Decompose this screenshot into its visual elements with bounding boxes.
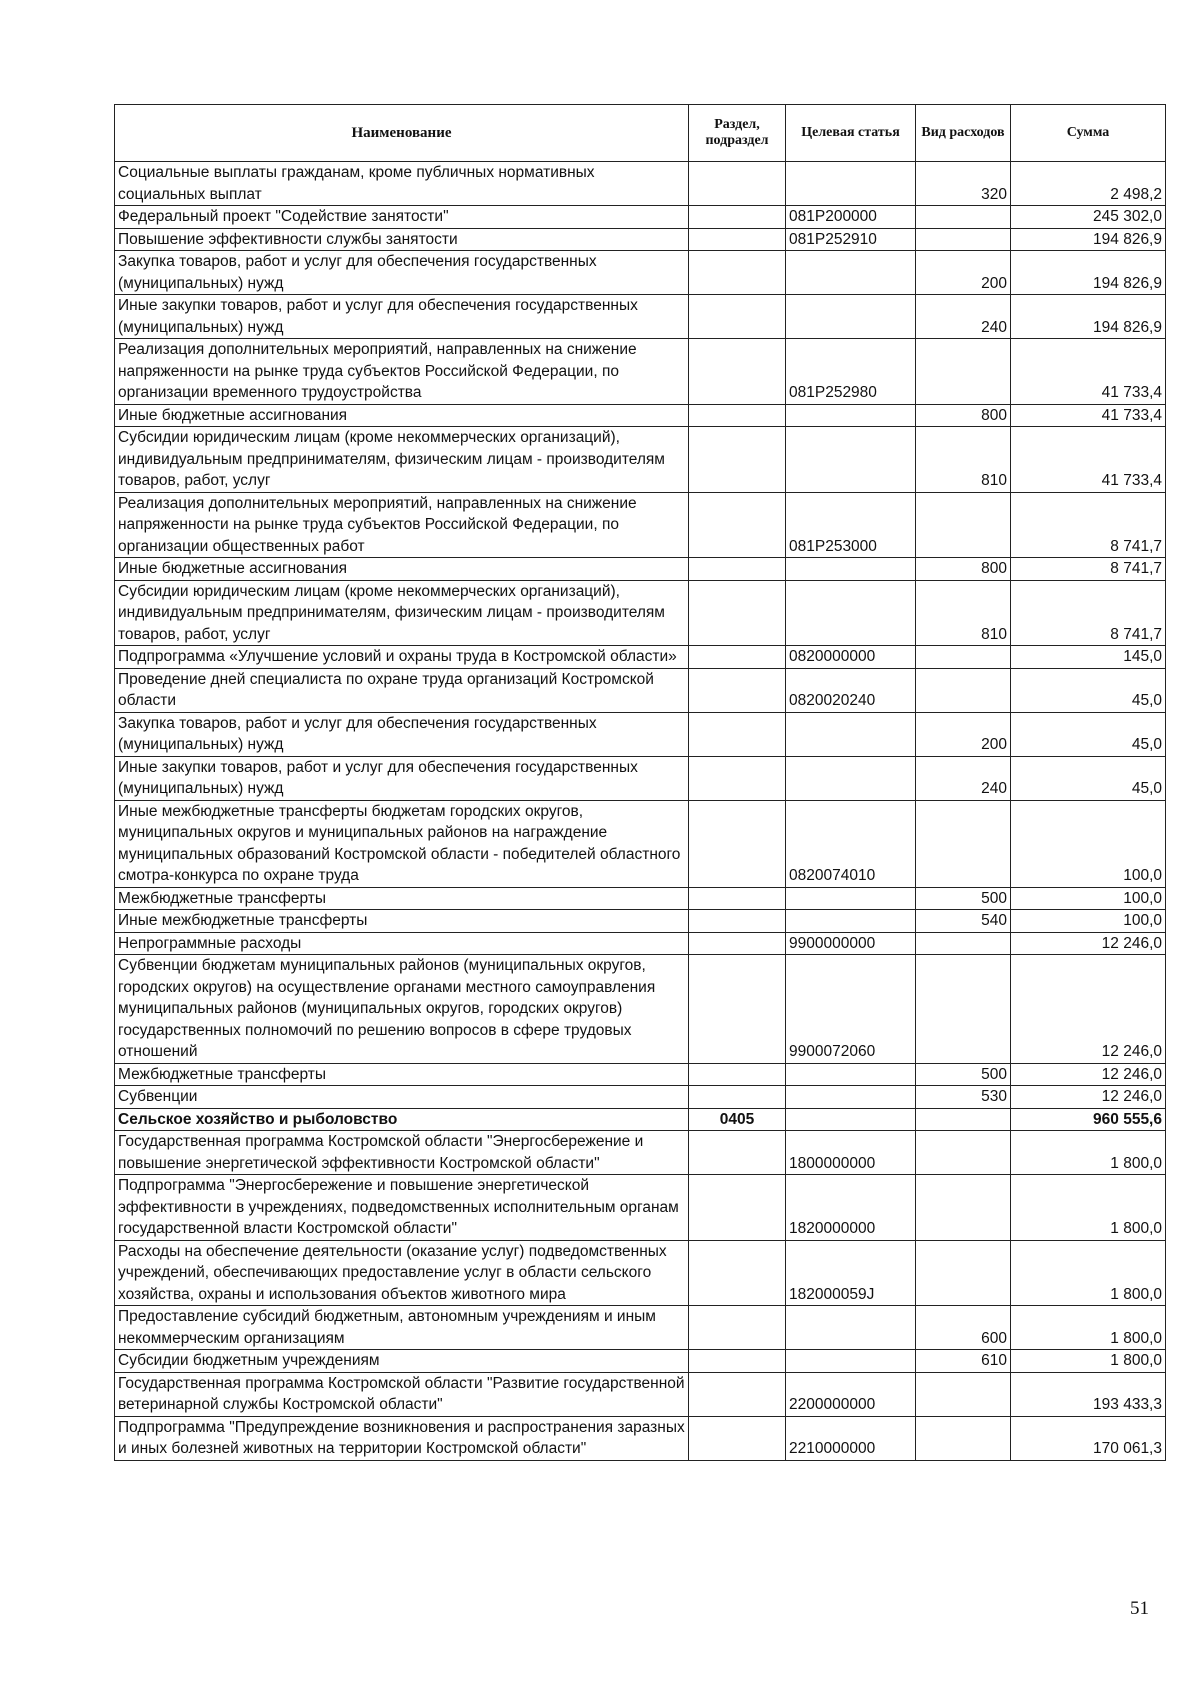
table-row	[115, 295, 1166, 339]
row-target-cell	[786, 1063, 916, 1086]
row-amount-cell: 194 826,9	[1011, 251, 1166, 295]
row-target-cell	[786, 1350, 916, 1373]
row-name-cell: Иные бюджетные ассигнования	[115, 404, 689, 427]
row-name-cell: Субсидии юридическим лицам (кроме некоммерческих организаций), индивидуальным предпринимателям, физическим лицам - производителям товаров, работ, услуг	[115, 580, 689, 646]
row-target-cell: 9900000000	[786, 932, 916, 955]
row-amount-cell: 2 498,2	[1011, 162, 1166, 206]
row-name-cell: Субвенции бюджетам муниципальных районов (муниципальных округов, городских округов) на осуществление органами местного самоуправления муниципальных районов (муниципальных округов, городских округов) государственных полномочий по решению вопросов в сфере трудовых отношений	[115, 955, 689, 1064]
row-expense-type-cell	[916, 1240, 1011, 1306]
row-amount-cell: 194 826,9	[1011, 295, 1166, 339]
row-amount-cell: 1 800,0	[1011, 1350, 1166, 1373]
row-amount-cell: 170 061,3	[1011, 1416, 1166, 1460]
row-amount-cell: 194 826,9	[1011, 228, 1166, 251]
row-target-cell	[786, 404, 916, 427]
row-expense-type-cell: 810	[916, 580, 1011, 646]
table-row	[115, 887, 1166, 910]
row-name-cell: Проведение дней специалиста по охране труда организаций Костромской области	[115, 668, 689, 712]
row-target-cell	[786, 295, 916, 339]
row-amount-cell: 1 800,0	[1011, 1131, 1166, 1175]
row-name-cell: Сельское хозяйство и рыболовство	[115, 1108, 689, 1131]
table-body	[115, 162, 1166, 1461]
row-expense-type-cell	[916, 1416, 1011, 1460]
row-amount-cell: 41 733,4	[1011, 427, 1166, 493]
row-name-cell: Иные межбюджетные трансферты бюджетам городских округов, муниципальных округов и муниципальных районов на награждение муниципальных образований Костромской области - победителей областного смотра-конкурса по охране труда	[115, 800, 689, 887]
row-name-cell: Подпрограмма «Улучшение условий и охраны труда в Костромской области»	[115, 646, 689, 669]
row-section-cell	[689, 404, 786, 427]
table-header-row	[115, 105, 1166, 162]
table-row	[115, 558, 1166, 581]
row-section-cell	[689, 1372, 786, 1416]
row-target-cell: 081P252910	[786, 228, 916, 251]
row-target-cell: 0820074010	[786, 800, 916, 887]
row-name-cell: Реализация дополнительных мероприятий, направленных на снижение напряженности на рынке труда субъектов Российской Федерации, по организации временного трудоустройства	[115, 339, 689, 405]
row-target-cell	[786, 427, 916, 493]
row-target-cell: 081P200000	[786, 206, 916, 229]
row-expense-type-cell	[916, 228, 1011, 251]
header-expense-type: Вид расходов	[916, 105, 1011, 162]
row-expense-type-cell	[916, 955, 1011, 1064]
row-section-cell	[689, 339, 786, 405]
row-name-cell: Подпрограмма "Энергосбережение и повышение энергетической эффективности в учреждениях, подведомственных исполнительным органам государственной власти Костромской области"	[115, 1175, 689, 1241]
row-expense-type-cell: 800	[916, 404, 1011, 427]
row-name-cell: Иные межбюджетные трансферты	[115, 910, 689, 933]
row-section-cell	[689, 1350, 786, 1373]
row-expense-type-cell: 810	[916, 427, 1011, 493]
row-expense-type-cell	[916, 339, 1011, 405]
table-row	[115, 404, 1166, 427]
row-expense-type-cell	[916, 1372, 1011, 1416]
row-expense-type-cell: 500	[916, 1063, 1011, 1086]
row-target-cell: 1800000000	[786, 1131, 916, 1175]
row-target-cell	[786, 712, 916, 756]
row-name-cell: Подпрограмма "Предупреждение возникновения и распространения заразных и иных болезней животных на территории Костромской области"	[115, 1416, 689, 1460]
row-target-cell: 1820000000	[786, 1175, 916, 1241]
row-amount-cell: 8 741,7	[1011, 558, 1166, 581]
row-target-cell	[786, 910, 916, 933]
table-row	[115, 1086, 1166, 1109]
row-target-cell	[786, 1108, 916, 1131]
row-section-cell	[689, 756, 786, 800]
row-expense-type-cell: 530	[916, 1086, 1011, 1109]
row-target-cell: 9900072060	[786, 955, 916, 1064]
row-expense-type-cell: 200	[916, 251, 1011, 295]
row-expense-type-cell	[916, 800, 1011, 887]
row-amount-cell: 45,0	[1011, 756, 1166, 800]
row-section-cell	[689, 932, 786, 955]
row-name-cell: Повышение эффективности службы занятости	[115, 228, 689, 251]
table-row	[115, 251, 1166, 295]
row-expense-type-cell: 200	[916, 712, 1011, 756]
row-name-cell: Иные закупки товаров, работ и услуг для обеспечения государственных (муниципальных) нужд	[115, 756, 689, 800]
row-section-cell	[689, 668, 786, 712]
row-amount-cell: 145,0	[1011, 646, 1166, 669]
row-expense-type-cell: 500	[916, 887, 1011, 910]
row-amount-cell: 100,0	[1011, 800, 1166, 887]
table-row	[115, 1372, 1166, 1416]
row-expense-type-cell	[916, 932, 1011, 955]
row-target-cell	[786, 580, 916, 646]
row-name-cell: Субсидии юридическим лицам (кроме некоммерческих организаций), индивидуальным предпринимателям, физическим лицам - производителям товаров, работ, услуг	[115, 427, 689, 493]
row-name-cell: Государственная программа Костромской области "Энергосбережение и повышение энергетической эффективности Костромской области"	[115, 1131, 689, 1175]
row-section-cell	[689, 162, 786, 206]
row-name-cell: Расходы на обеспечение деятельности (оказание услуг) подведомственных учреждений, обеспечивающих предоставление услуг в области сельского хозяйства, охраны и использования объектов животного мира	[115, 1240, 689, 1306]
table-row	[115, 668, 1166, 712]
table-row	[115, 646, 1166, 669]
table-row	[115, 756, 1166, 800]
row-section-cell	[689, 910, 786, 933]
row-name-cell: Государственная программа Костромской области "Развитие государственной ветеринарной службы Костромской области"	[115, 1372, 689, 1416]
header-target: Целевая статья	[786, 105, 916, 162]
row-section-cell	[689, 1086, 786, 1109]
row-target-cell: 2200000000	[786, 1372, 916, 1416]
table-row	[115, 1416, 1166, 1460]
row-target-cell: 0820020240	[786, 668, 916, 712]
row-expense-type-cell: 540	[916, 910, 1011, 933]
row-amount-cell: 960 555,6	[1011, 1108, 1166, 1131]
row-section-cell	[689, 228, 786, 251]
row-expense-type-cell	[916, 206, 1011, 229]
row-expense-type-cell: 610	[916, 1350, 1011, 1373]
row-section-cell: 0405	[689, 1108, 786, 1131]
row-name-cell: Непрограммные расходы	[115, 932, 689, 955]
row-amount-cell: 41 733,4	[1011, 404, 1166, 427]
row-section-cell	[689, 955, 786, 1064]
table-row	[115, 1350, 1166, 1373]
table-row	[115, 580, 1166, 646]
row-section-cell	[689, 646, 786, 669]
table-row	[115, 206, 1166, 229]
row-amount-cell: 12 246,0	[1011, 955, 1166, 1064]
row-amount-cell: 100,0	[1011, 887, 1166, 910]
row-amount-cell: 45,0	[1011, 712, 1166, 756]
row-section-cell	[689, 800, 786, 887]
row-name-cell: Субсидии бюджетным учреждениям	[115, 1350, 689, 1373]
row-amount-cell: 193 433,3	[1011, 1372, 1166, 1416]
row-target-cell	[786, 1306, 916, 1350]
table-row	[115, 1175, 1166, 1241]
header-section: Раздел, подраздел	[689, 105, 786, 162]
row-target-cell	[786, 558, 916, 581]
budget-table	[114, 104, 1166, 1461]
row-name-cell: Социальные выплаты гражданам, кроме публичных нормативных социальных выплат	[115, 162, 689, 206]
row-section-cell	[689, 558, 786, 581]
row-expense-type-cell: 320	[916, 162, 1011, 206]
table-row	[115, 162, 1166, 206]
row-section-cell	[689, 427, 786, 493]
row-name-cell: Предоставление субсидий бюджетным, автономным учреждениям и иным некоммерческим организациям	[115, 1306, 689, 1350]
row-expense-type-cell	[916, 668, 1011, 712]
row-target-cell: 0820000000	[786, 646, 916, 669]
row-amount-cell: 12 246,0	[1011, 1063, 1166, 1086]
row-name-cell: Реализация дополнительных мероприятий, направленных на снижение напряженности на рынке труда субъектов Российской Федерации, по организации общественных работ	[115, 492, 689, 558]
table-row	[115, 1131, 1166, 1175]
row-amount-cell: 1 800,0	[1011, 1175, 1166, 1241]
table-row	[115, 955, 1166, 1064]
row-expense-type-cell	[916, 1108, 1011, 1131]
row-expense-type-cell: 800	[916, 558, 1011, 581]
row-expense-type-cell: 600	[916, 1306, 1011, 1350]
row-amount-cell: 100,0	[1011, 910, 1166, 933]
row-amount-cell: 245 302,0	[1011, 206, 1166, 229]
row-name-cell: Межбюджетные трансферты	[115, 1063, 689, 1086]
row-name-cell: Иные закупки товаров, работ и услуг для обеспечения государственных (муниципальных) нужд	[115, 295, 689, 339]
row-expense-type-cell: 240	[916, 756, 1011, 800]
row-target-cell: 182000059J	[786, 1240, 916, 1306]
row-name-cell: Федеральный проект "Содействие занятости"	[115, 206, 689, 229]
row-target-cell	[786, 756, 916, 800]
table-row	[115, 712, 1166, 756]
table-row	[115, 1108, 1166, 1131]
row-section-cell	[689, 251, 786, 295]
row-amount-cell: 8 741,7	[1011, 492, 1166, 558]
row-section-cell	[689, 1240, 786, 1306]
row-name-cell: Межбюджетные трансферты	[115, 887, 689, 910]
row-target-cell: 081P252980	[786, 339, 916, 405]
row-name-cell: Закупка товаров, работ и услуг для обеспечения государственных (муниципальных) нужд	[115, 251, 689, 295]
header-name: Наименование	[115, 105, 689, 162]
row-expense-type-cell	[916, 492, 1011, 558]
row-section-cell	[689, 1175, 786, 1241]
table-row	[115, 800, 1166, 887]
row-expense-type-cell	[916, 646, 1011, 669]
row-amount-cell: 45,0	[1011, 668, 1166, 712]
row-section-cell	[689, 206, 786, 229]
row-section-cell	[689, 1416, 786, 1460]
table-row	[115, 932, 1166, 955]
row-amount-cell: 1 800,0	[1011, 1306, 1166, 1350]
row-expense-type-cell	[916, 1175, 1011, 1241]
row-amount-cell: 1 800,0	[1011, 1240, 1166, 1306]
page-number: 51	[1130, 1598, 1149, 1619]
table-row	[115, 228, 1166, 251]
row-section-cell	[689, 887, 786, 910]
row-target-cell: 2210000000	[786, 1416, 916, 1460]
row-target-cell	[786, 1086, 916, 1109]
row-name-cell: Иные бюджетные ассигнования	[115, 558, 689, 581]
table-row	[115, 1063, 1166, 1086]
table-row	[115, 1306, 1166, 1350]
row-name-cell: Закупка товаров, работ и услуг для обеспечения государственных (муниципальных) нужд	[115, 712, 689, 756]
table-row	[115, 1240, 1166, 1306]
row-section-cell	[689, 1131, 786, 1175]
row-amount-cell: 41 733,4	[1011, 339, 1166, 405]
row-target-cell	[786, 251, 916, 295]
row-target-cell	[786, 162, 916, 206]
row-section-cell	[689, 492, 786, 558]
row-target-cell	[786, 887, 916, 910]
row-amount-cell: 8 741,7	[1011, 580, 1166, 646]
table-row	[115, 339, 1166, 405]
row-section-cell	[689, 1063, 786, 1086]
table-row	[115, 427, 1166, 493]
row-amount-cell: 12 246,0	[1011, 932, 1166, 955]
row-name-cell: Субвенции	[115, 1086, 689, 1109]
table-row	[115, 492, 1166, 558]
row-section-cell	[689, 1306, 786, 1350]
row-target-cell: 081P253000	[786, 492, 916, 558]
row-amount-cell: 12 246,0	[1011, 1086, 1166, 1109]
row-expense-type-cell: 240	[916, 295, 1011, 339]
table-row	[115, 910, 1166, 933]
row-section-cell	[689, 295, 786, 339]
row-section-cell	[689, 580, 786, 646]
row-section-cell	[689, 712, 786, 756]
header-amount: Сумма	[1011, 105, 1166, 162]
row-expense-type-cell	[916, 1131, 1011, 1175]
